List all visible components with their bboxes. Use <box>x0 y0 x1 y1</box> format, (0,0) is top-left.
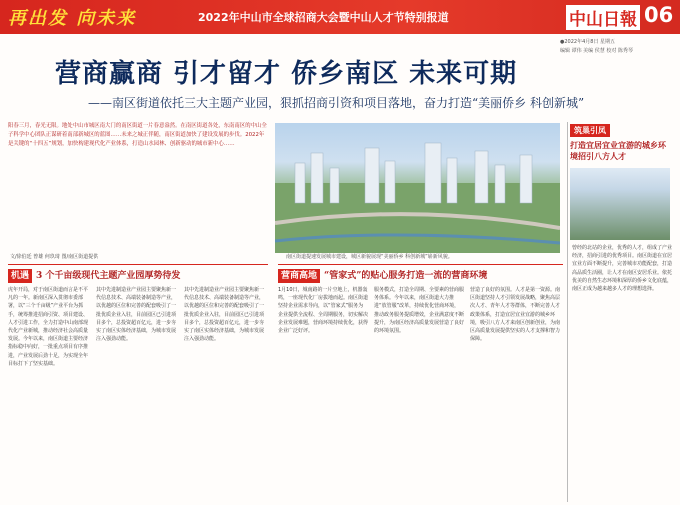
column-divider <box>567 122 568 502</box>
issue-meta <box>560 38 680 56</box>
page-header <box>0 0 680 34</box>
section-title: 3 个千亩级现代主题产业园厚势待发 <box>36 271 181 281</box>
body-column: 其中先进制造业产业园主要聚焦新一代信息技术、高端装备制造等产业，以优越的区位和完善的配套吸引了一批优质企业入驻，目前园区已引进项目多个，总投资超百亿元，进一步夯实了南区实体经济基础，为城市发展注入强劲动能。 <box>96 287 177 343</box>
section-tag: 营商高地 <box>278 269 320 283</box>
sidebar-tag: 筑巢引凤 <box>570 124 610 137</box>
section-title: “管家式”的贴心服务打造一流的营商环境 <box>324 271 488 281</box>
section-heading-2 <box>278 268 487 282</box>
body-column: 服务模式，打造全周期、全要素的营商服务体系。今年以来，南区街道大力推进“放管服”改革，持续优化营商环境，推动政务服务提质增效，企业满意度不断提升，为南区经济高质量发展营造了良好的环境氛围。 <box>374 287 464 335</box>
photo-caption: 南区街道提速发展城市建设，城区新貌展现“美丽侨乡 科创新城”崭新风貌。 <box>286 254 453 260</box>
page-number: 06 <box>644 3 674 27</box>
section-rule <box>8 264 268 265</box>
section-tag: 机遇 <box>8 269 32 283</box>
issue-date: ●2022年4月8日 星期五 <box>560 39 616 45</box>
article-lead: 阳春三月，春光无限。地处中山市城区南大门的南区街道一片春意盎然。在南区街道各处，东南南区的中山全子科学中心团队正谋研着南部新城区的蓝图……未来之城正伴随，南区街道加快了建设发展的步伐。2022年是关键的“十四五”规划，加快构建现代化产业体系，打造山水园林、创新驱动的城市新中心…… <box>8 123 267 147</box>
article-title: 营商赢商 引才留才 侨乡南区 未来可期 <box>55 59 518 89</box>
section-heading-1 <box>8 268 180 282</box>
city-aerial-photo <box>275 123 560 253</box>
photo-credit: 文/徐伯廷 曾雄 何玖琦 图/南区街道提供 <box>10 254 99 260</box>
sidebar-title: 打造宜居宜业宜游的城乡环境招引八方人才 <box>570 140 666 161</box>
sidebar-body: 曾经的北站的企业，优秀的人才，组成了产业经济，招商引进的优秀项目。南区街道在宜居宜业方面不断提升，完善城市功能配套，打造高品质生活圈，让人才在南区安居乐业。依托优美的自然生态环境和深厚的侨乡文化底蕴，南区正成为越来越多人才的理想选择。 <box>572 245 672 293</box>
header-headline: 2022年中山市全球招商大会暨中山人才节特别报道 <box>198 11 449 24</box>
issue-editors: 编辑 谭伟 美编 侯慧 校对 陈秀琴 <box>560 48 633 54</box>
header-slogan: 再出发 向未来 <box>8 8 137 29</box>
newspaper-brand: 中山日報 <box>566 5 640 30</box>
sidebar-photo <box>570 168 670 240</box>
body-column: 其中先进制造业产业园主要聚焦新一代信息技术、高端装备制造等产业，以优越的区位和完善的配套吸引了一批优质企业入驻，目前园区已引进项目多个，总投资超百亿元，进一步夯实了南区实体经济基础，为城市发展注入强劲动能。 <box>184 287 265 343</box>
article-subtitle: ——南区街道依托三大主题产业园，狠抓招商引资和项目落地，奋力打造“美丽侨乡 科创新城” <box>88 96 585 110</box>
section-rule <box>278 264 563 265</box>
body-column: 1月10日，城南路的一片空地上，机器轰鸣，一座现代化厂房拔地而起。南区街道坚持企业需求导向，以“管家式”服务为企业提供全流程、全周期服务，切实解决企业发展难题，营商环境持续优化，获得企业广泛好评。 <box>278 287 368 335</box>
body-column: 营造了良好的氛围。人才是第一资源。南区街道坚持人才引领发展战略，聚焦高层次人才、青年人才等群体，不断完善人才政策体系，打造宜居宜业宜游的城乡环境，吸引八方人才来南区创新创业，为南区高质量发展提供坚实的人才支撑和智力保障。 <box>470 287 560 343</box>
body-column: 虎年开局，对于南区街道而言是不平凡的一年。新南区深入贯彻市委部署，以“三个千亩级”产业平台为抓手，统筹推进招商引资、项目建设、人才引进工作，全力打造中山南部现代化产业新城，推动经济社会高质量发展。今年以来，南区街道主要经济指标稳中向好，一批重点项目有序推进，产业发展后劲十足，为实现全年目标打下了坚实基础。 <box>8 287 89 367</box>
